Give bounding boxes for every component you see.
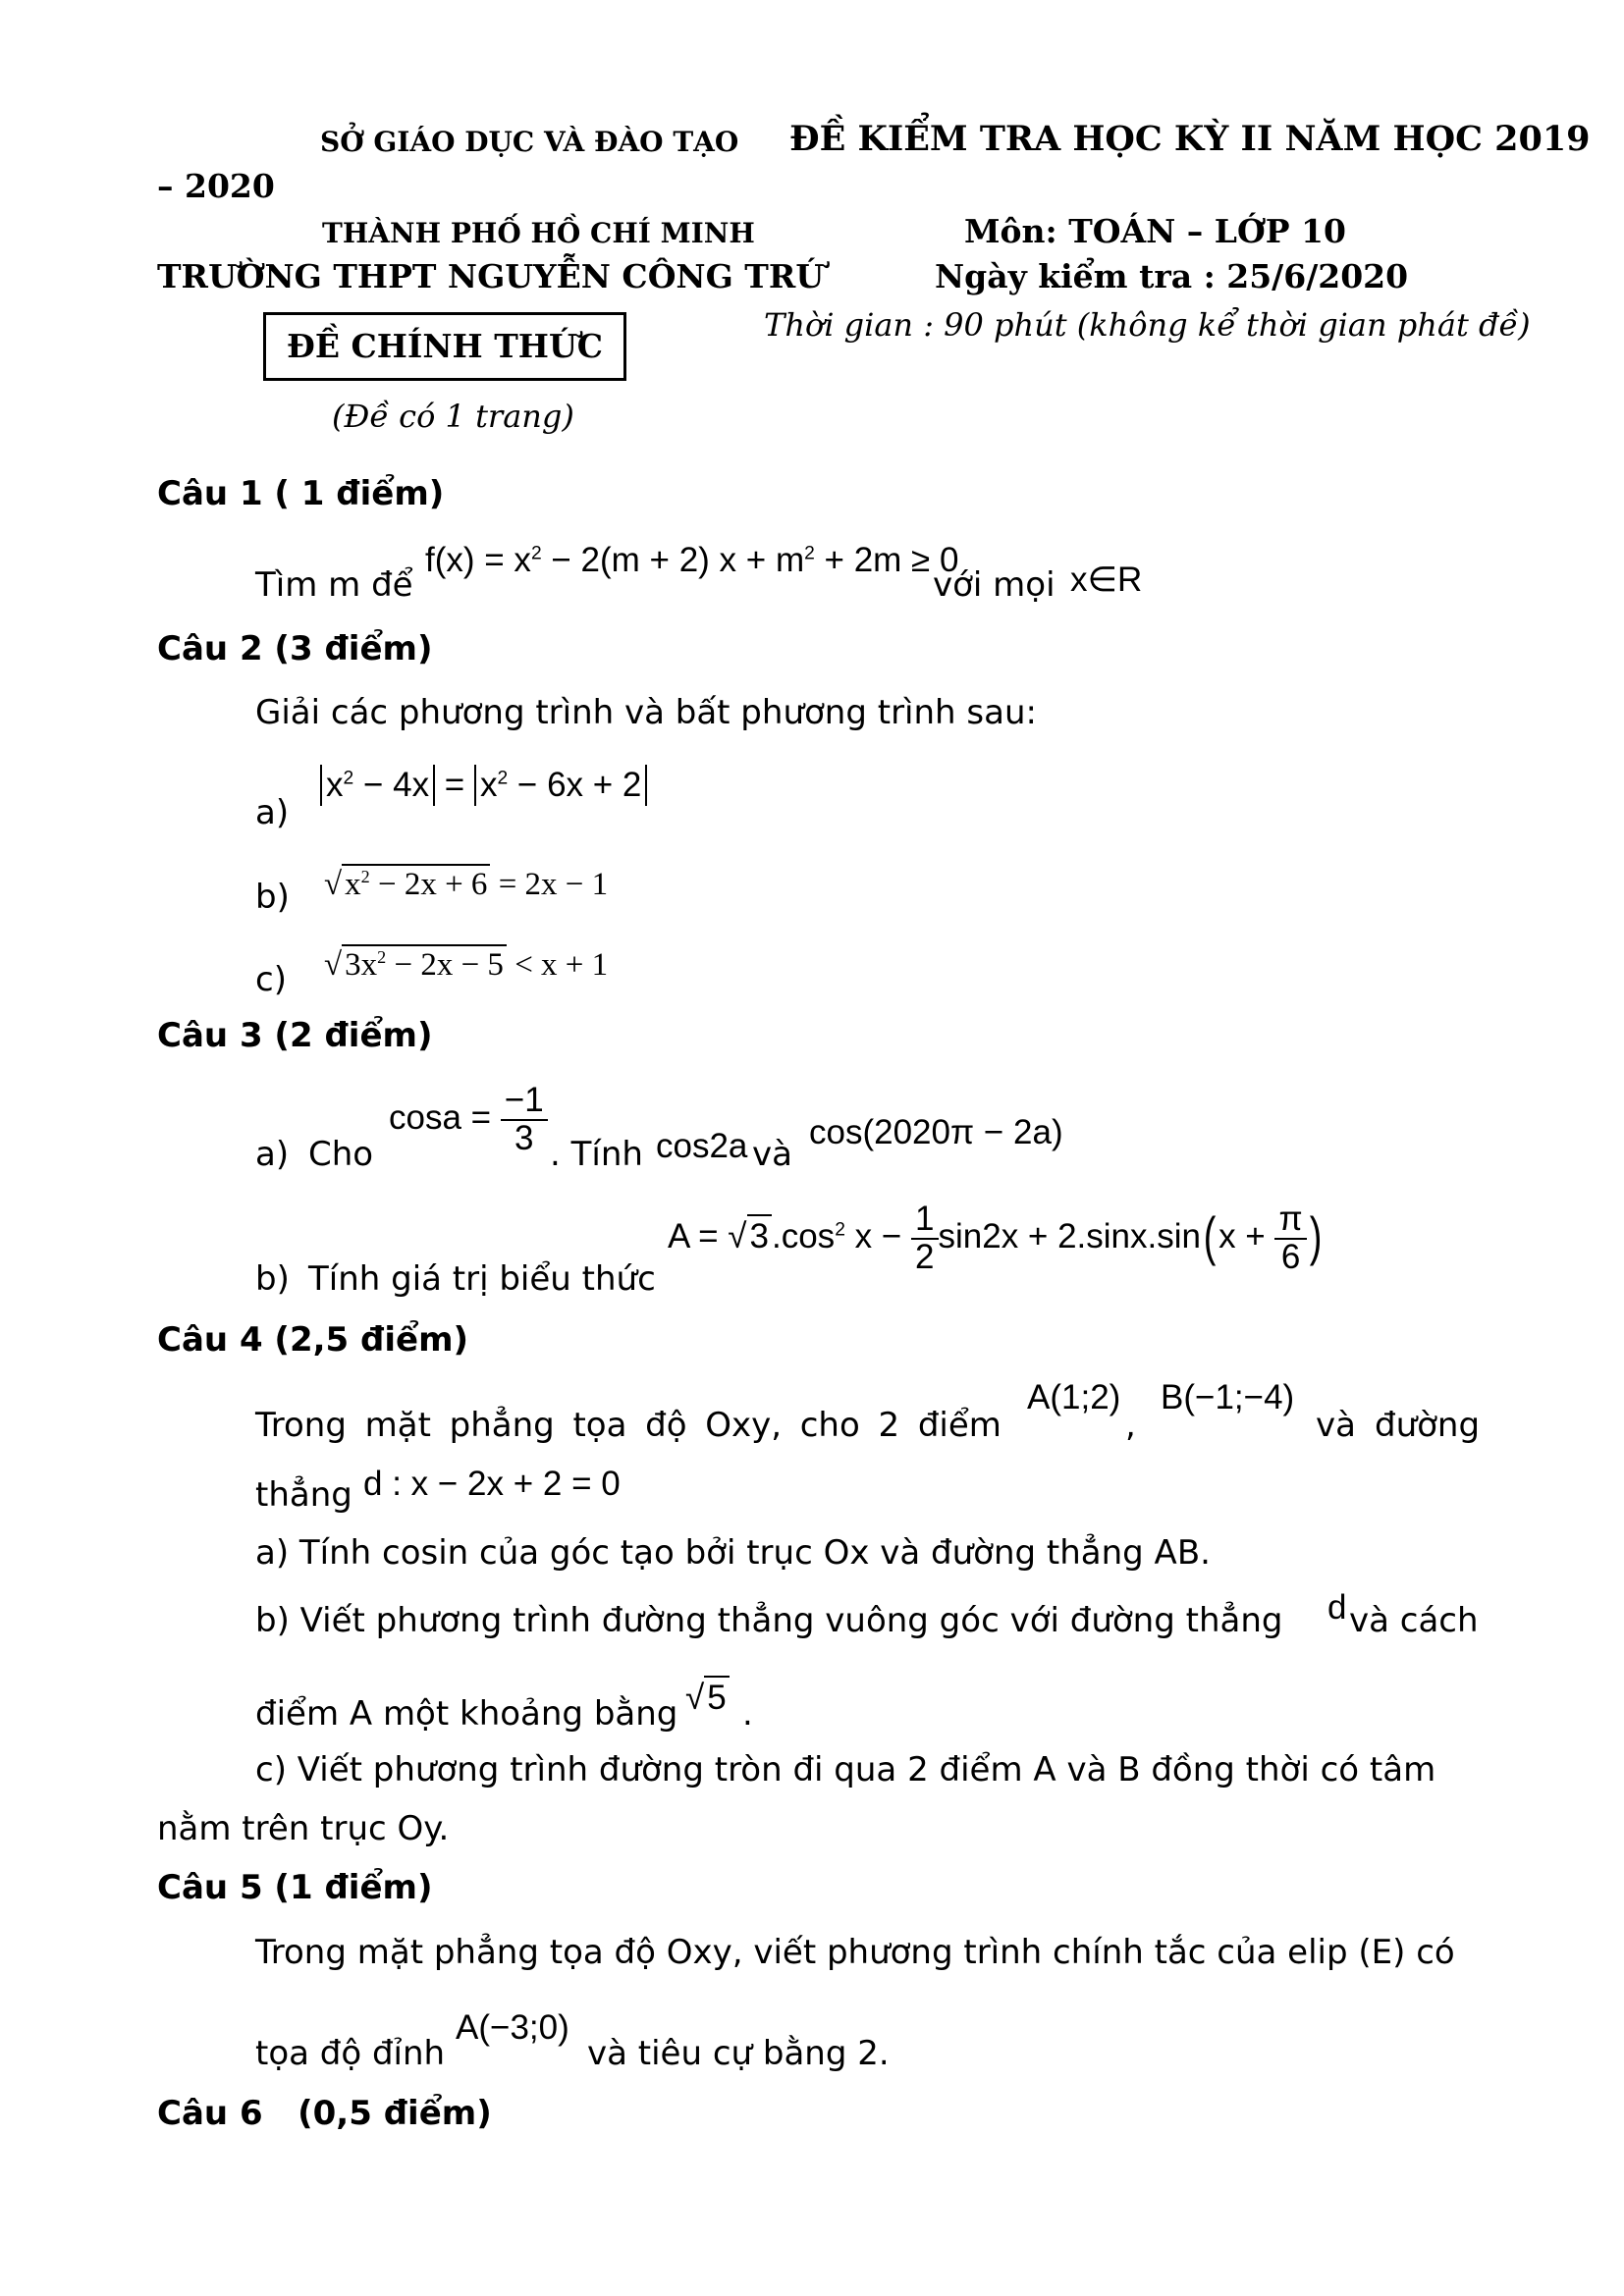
question-4-line1-va: và (1316, 1406, 1356, 1445)
question-4c-line2: nằm trên trục Oy. (157, 1809, 450, 1848)
question-4b-line1: b) Viết phương trình đường thẳng vuông góc với đường thẳng (255, 1601, 1283, 1640)
question-2a-equation: $x^2 - 4x = x^2 - 6x + 2$ (320, 765, 647, 806)
vertex-a-coordinates: A(−3;0) (456, 2008, 569, 2047)
exam-date: Ngày kiểm tra : 25/6/2020 (935, 257, 1409, 295)
point-a-coordinates: A(1;2) (1027, 1378, 1121, 1416)
question-4-line1-words: Trong mặt phẳng tọa độ Oxy, cho 2 điểm (255, 1406, 1001, 1445)
official-label: ĐỀ CHÍNH THỨC (287, 327, 603, 365)
question-4a: a) Tính cosin của góc tạo bởi trục Ox và đường thẳng AB. (255, 1533, 1211, 1573)
question-4b-line2: điểm A một khoảng bằng (255, 1694, 678, 1734)
subject-line: Môn: TOÁN – LỚP 10 (964, 212, 1346, 250)
point-b-coordinates: B(−1;−4) (1161, 1378, 1295, 1416)
page-count-note: (Đề có 1 trang) (332, 398, 574, 435)
question-2-title: Câu 2 (3 điểm) (157, 629, 433, 668)
question-1-tail: với mọi (933, 565, 1056, 605)
question-3a-cho: Cho (308, 1135, 374, 1174)
question-4-title: Câu 4 (2,5 điểm) (157, 1320, 469, 1360)
city-name: THÀNH PHỐ HỒ CHÍ MINH (322, 217, 755, 249)
line-d-equation: d : x − 2x + 2 = 0 (363, 1465, 621, 1503)
question-3a-cos2a: cos2a (656, 1127, 748, 1165)
question-5-line2-lead: tọa độ đỉnh (255, 2034, 446, 2073)
question-3a-tinh: . Tính (550, 1135, 643, 1174)
question-1-lead: Tìm m để (255, 565, 413, 605)
question-3a-given: cosa = $\frac{-1}{3}$ (389, 1083, 548, 1157)
question-4-line2: thẳng (255, 1475, 352, 1515)
department-name: SỞ GIÁO DỤC VÀ ĐÀO TẠO (320, 126, 739, 158)
question-2a-label: a) (255, 793, 290, 832)
question-2-intro: Giải các phương trình và bất phương trình sau: (255, 693, 1037, 732)
question-3b-expression: $A = √3.\cos^2$ x − $\frac{1}{2}$ sin2x + 2.sinx.sin(x + $\frac{\pi}{6}$ ) (668, 1200, 1322, 1276)
question-2c-label: c) (255, 960, 287, 999)
question-4b-d: d (1327, 1588, 1347, 1627)
distance-sqrt5: √5 (685, 1676, 730, 1719)
exam-year-tail: – 2020 (157, 167, 275, 205)
question-4-line1-duong: đường (1375, 1406, 1481, 1445)
school-name: TRƯỜNG THPT NGUYỄN CÔNG TRỨ (157, 257, 825, 295)
question-4-comma: , (1125, 1406, 1136, 1445)
question-3b-text: Tính giá trị biểu thức (308, 1259, 656, 1299)
question-4c-line1: c) Viết phương trình đường tròn đi qua 2 điểm A và B đồng thời có tâm (255, 1750, 1436, 1789)
question-1-condition: x∈R (1070, 561, 1143, 599)
question-3a-va: và (752, 1135, 792, 1174)
question-3a-label: a) (255, 1135, 290, 1174)
exam-title: ĐỀ KIỂM TRA HỌC KỲ II NĂM HỌC 2019 (789, 119, 1591, 159)
question-2c-inequality: $√3x^2 - 2x - 5 < x + 1$ (324, 944, 608, 986)
question-6-title: Câu 6 (0,5 điểm) (157, 2094, 492, 2133)
question-4b-dot: . (742, 1694, 753, 1734)
question-3b-label: b) (255, 1259, 290, 1299)
question-3a-expression: cos(2020π − 2a) (809, 1113, 1063, 1151)
question-4b-line1-end: và cách (1349, 1601, 1479, 1640)
question-2b-label: b) (255, 878, 290, 917)
question-5-title: Câu 5 (1 điểm) (157, 1868, 433, 1907)
question-2b-equation: $√x^2 - 2x + 6 = 2x - 1$ (324, 864, 608, 905)
official-exam-box (263, 312, 626, 381)
question-1-equation: $f(x) = x^2 - 2(m + 2) x + m^2 + 2m \ge 0$ (425, 541, 959, 579)
question-5-line1: Trong mặt phẳng tọa độ Oxy, viết phương trình chính tắc của elip (E) có (255, 1933, 1455, 1972)
question-1-title: Câu 1 ( 1 điểm) (157, 474, 445, 513)
exam-duration: Thời gian : 90 phút (không kể thời gian phát đề) (764, 306, 1531, 344)
question-3-title: Câu 3 (2 điểm) (157, 1016, 433, 1055)
question-5-line2-tail: và tiêu cự bằng 2. (587, 2034, 890, 2073)
